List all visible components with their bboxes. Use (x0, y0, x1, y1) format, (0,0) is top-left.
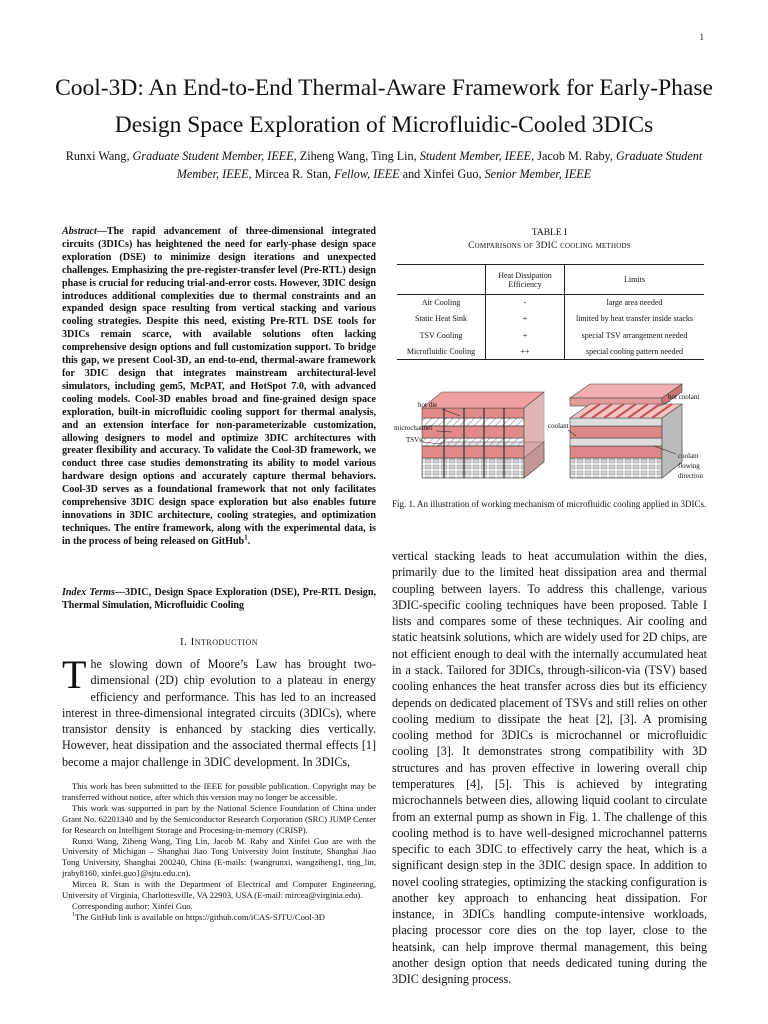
section-number: I. (179, 636, 188, 648)
left-chip-stack (422, 392, 544, 478)
author-role: Fellow, IEEE (334, 167, 403, 181)
table-row (397, 327, 704, 343)
table-header: Heat Dissipation Efficiency (486, 265, 565, 295)
abstract-label: Abstract (62, 226, 97, 237)
footnote: Runxi Wang, Ziheng Wang, Ting Lin, Jacob M. Raby and Xinfei Guo are with the University of Michigan – Shanghai Jiao Tong University Joint Institute, Shanghai Jiao Tong University, Shanghai 200240, China (E-mails: {wangrunxi, wangziheng1, ting_lin, jraby8160, xinfei.guo}@sjtu.edu.cn). (62, 835, 376, 879)
author-name: Runxi Wang, (65, 149, 133, 163)
index-terms-label: Index Terms (62, 587, 115, 598)
paper-title: Cool-3D: An End-to-End Thermal-Aware Framework for Early-Phase Design Space Exploration of Microfluidic-Cooled 3DICs (55, 75, 713, 138)
abstract (62, 226, 376, 549)
drop-cap: T (62, 652, 87, 697)
table-cell: Air Cooling (397, 295, 486, 311)
table-row (397, 295, 704, 311)
table-cell: limited by heat transfer inside stacks (575, 314, 694, 324)
table-title: Comparisons of 3DIC cooling methods (468, 241, 631, 251)
table-cell: Static Heat Sink (397, 311, 486, 327)
index-terms-text: —3DIC, Design Space Exploration (DSE), Pre-RTL Design, Thermal Simulation, Microfluidic Cooling (62, 587, 376, 611)
right-chip-stack (570, 384, 682, 478)
table-header (397, 265, 486, 295)
author-role: Graduate Student Member, IEEE, (176, 149, 703, 181)
section-heading (62, 636, 376, 648)
table-label: TABLE I (531, 228, 568, 238)
table-header-row (397, 265, 704, 295)
author-name: Jacob M. Raby, (537, 149, 616, 163)
intro-paragraph (62, 652, 376, 770)
table-caption (392, 227, 707, 253)
abstract-text: —The rapid advancement of three-dimensional integrated circuits (3DICs) has heightened the need for early-phase design space exploration (DSE) to minimize design iterations and unexpected challenges. Emphasizing the pre-register-transfer level (Pre-RTL) design phase is crucial for reducing trial-and-error costs. However, 3DIC design introduces additional complexities due to thermal constraints and an expanded design space resulting from vertical stacking and various cooling strategies. Despite this need, existing Pre-RTL DSE tools for 3DICs remain scarce, with available solutions often lacking comprehensive design options and full customization support. To bridge this gap, we present Cool-3D, an end-to-end, thermal-aware framework for 3DIC design that integrates mainstream architectural-level simulators, including gem5, McPAT, and HotSpot 7.0, with advanced cooling models. Cool-3D enables broad and fine-grained design space exploration, built-in microfluidic cooling support for thermal analysis, and an extension interface for non-parameterizable customization, allowing designers to model and optimize 3DIC architectures with greater flexibility and accuracy. To validate the Cool-3D framework, we conduct three case studies demonstrating its ability to model various hardware design options and accurately capture thermal behaviors. Cool-3D serves as a foundational framework that not only facilitates comprehensive 3DIC design space exploration but also enables future innovations in 3DIC architecture, cooling strategies, and optimization techniques. The entire framework, along with the experimental data, is in the process of being released on GitHub (62, 226, 376, 547)
footnote-mark: 1 (244, 533, 248, 542)
intro-text: he slowing down of Moore’s Law has brought two-dimensional (2D) chip evolution to a plateau in energy efficiency and performance. This has led to an increased interest in three-dimensional integrated circuits (3DICs), where transistor density is enhanced by stacking dies vertically. However, heat dissipation and the associated thermal effects [1] become a major challenge in 3DIC development. In 3DICs, (62, 657, 376, 769)
footnote: Corresponding author: Xinfei Guo. (72, 900, 193, 911)
github-footnote-text: The GitHub link is available on https://github.com/iCAS-SJTU/Cool-3D (75, 911, 325, 922)
table-row (397, 343, 704, 359)
author-list (52, 147, 716, 183)
footnote-mark: 1 (72, 912, 76, 919)
label-flow-2: flowing (678, 462, 700, 470)
table-cell: - (486, 295, 565, 311)
label-microchannel: microchannel (394, 424, 433, 432)
table-cell: + (486, 327, 565, 343)
label-coolant: coolant (548, 422, 569, 430)
author-name: and Xinfei Guo, (402, 167, 485, 181)
footnote: This work was supported in part by the National Science Foundation of China under Grant No. 62201340 and by the Semiconductor Research Corporation (SRC) JUMP Center for Research on Intelligent Storage and Procesing-in-memory (CRISP). (62, 802, 376, 835)
footnotes (62, 781, 376, 923)
section-title: Introduction (190, 636, 259, 648)
label-flow-3: direction (678, 472, 703, 480)
body-paragraph: vertical stacking leads to heat accumulation within the dies, primarily due to the limited heat dissipation area and thermal coupling between layers. To address this challenge, various 3DIC-specific cooling techniques have been proposed. Table I lists and compares some of these techniques. Air cooling and static heatsink solutions, which are widely used for 2D chips, are not efficient enough to deal with the internally accumulated heat in a stack. Tailored for 3DICs, through-silicon-via (TSV) based cooling enhances the heat transfer across dies but its efficiency depends on dedicated placement of TSVs and still relies on other cooling medium to dissipate the heat [2], [3]. A promising cooling method for 3DICs is microchannel or microfluidic cooling [3]. It demonstrates strong compatibility with 3D structures and has proven effective in lowering overall chip temperatures [4], [5]. This is achieved by integrating microchannels between dies, allowing liquid coolant to circulate from an external pump as shown in Fig. 1. The challenge of this cooling method is to have well-designed microchannel patterns specific to each 3DIC to effectively carry the heat, which is a significant design step in the 3DIC design space. In addition to novel cooling strategies, optimizing the stacking configuration is another key approach to enhancing heat dissipation. For instance, in 3DICs handling compute-intensive workloads, placing processor core dies on the top layer, close to the heatsink, can help improve thermal management, this being another design option that needs dedicated tuning during the 3DIC designing process. (392, 549, 707, 987)
table-row (397, 311, 704, 327)
label-hot-coolant: hot coolant (668, 393, 700, 401)
table-cell: special TSV arrangement needed (581, 330, 688, 340)
abstract-end: . (247, 535, 251, 547)
figure-caption: Fig. 1. An illustration of working mechanism of microfluidic cooling applied in 3DICs. (392, 499, 707, 509)
page-number: 1 (699, 32, 704, 42)
label-hot-die: hot die (418, 401, 438, 409)
table-cell: Microfluidic Cooling (397, 343, 486, 359)
label-tsvs: TSVs (406, 436, 422, 444)
table-cell: + (486, 311, 565, 327)
table-cell: ++ (486, 343, 565, 359)
table-cell: TSV Cooling (397, 327, 486, 343)
github-footnote (62, 912, 376, 923)
author-name: Ziheng Wang, Ting Lin, (299, 149, 420, 163)
author-role: Graduate Student Member, IEEE, (132, 149, 300, 163)
footnote: This work has been submitted to the IEEE for possible publication. Copyright may be transferred without notice, after which this version may no longer be accessible. (62, 781, 376, 802)
index-terms (62, 586, 376, 612)
label-flow-1: coolant (678, 452, 699, 460)
comparison-table (397, 264, 704, 360)
table-cell: large area needed (606, 298, 663, 308)
footnote: Mircea R. Stan is with the Department of Electrical and Computer Engineering, University of Virginia, Charlottesville, VA 22903, USA (E-mail: mircea@virginia.edu). (62, 879, 376, 901)
table-cell: special cooling pattern needed (585, 346, 684, 356)
author-role: Senior Member, IEEE (484, 167, 592, 181)
table-header: Limits (624, 275, 645, 284)
author-role: Student Member, IEEE, (419, 149, 538, 163)
microfluidic-cooling-figure (392, 380, 712, 490)
author-name: Mircea R. Stan, (254, 167, 335, 181)
